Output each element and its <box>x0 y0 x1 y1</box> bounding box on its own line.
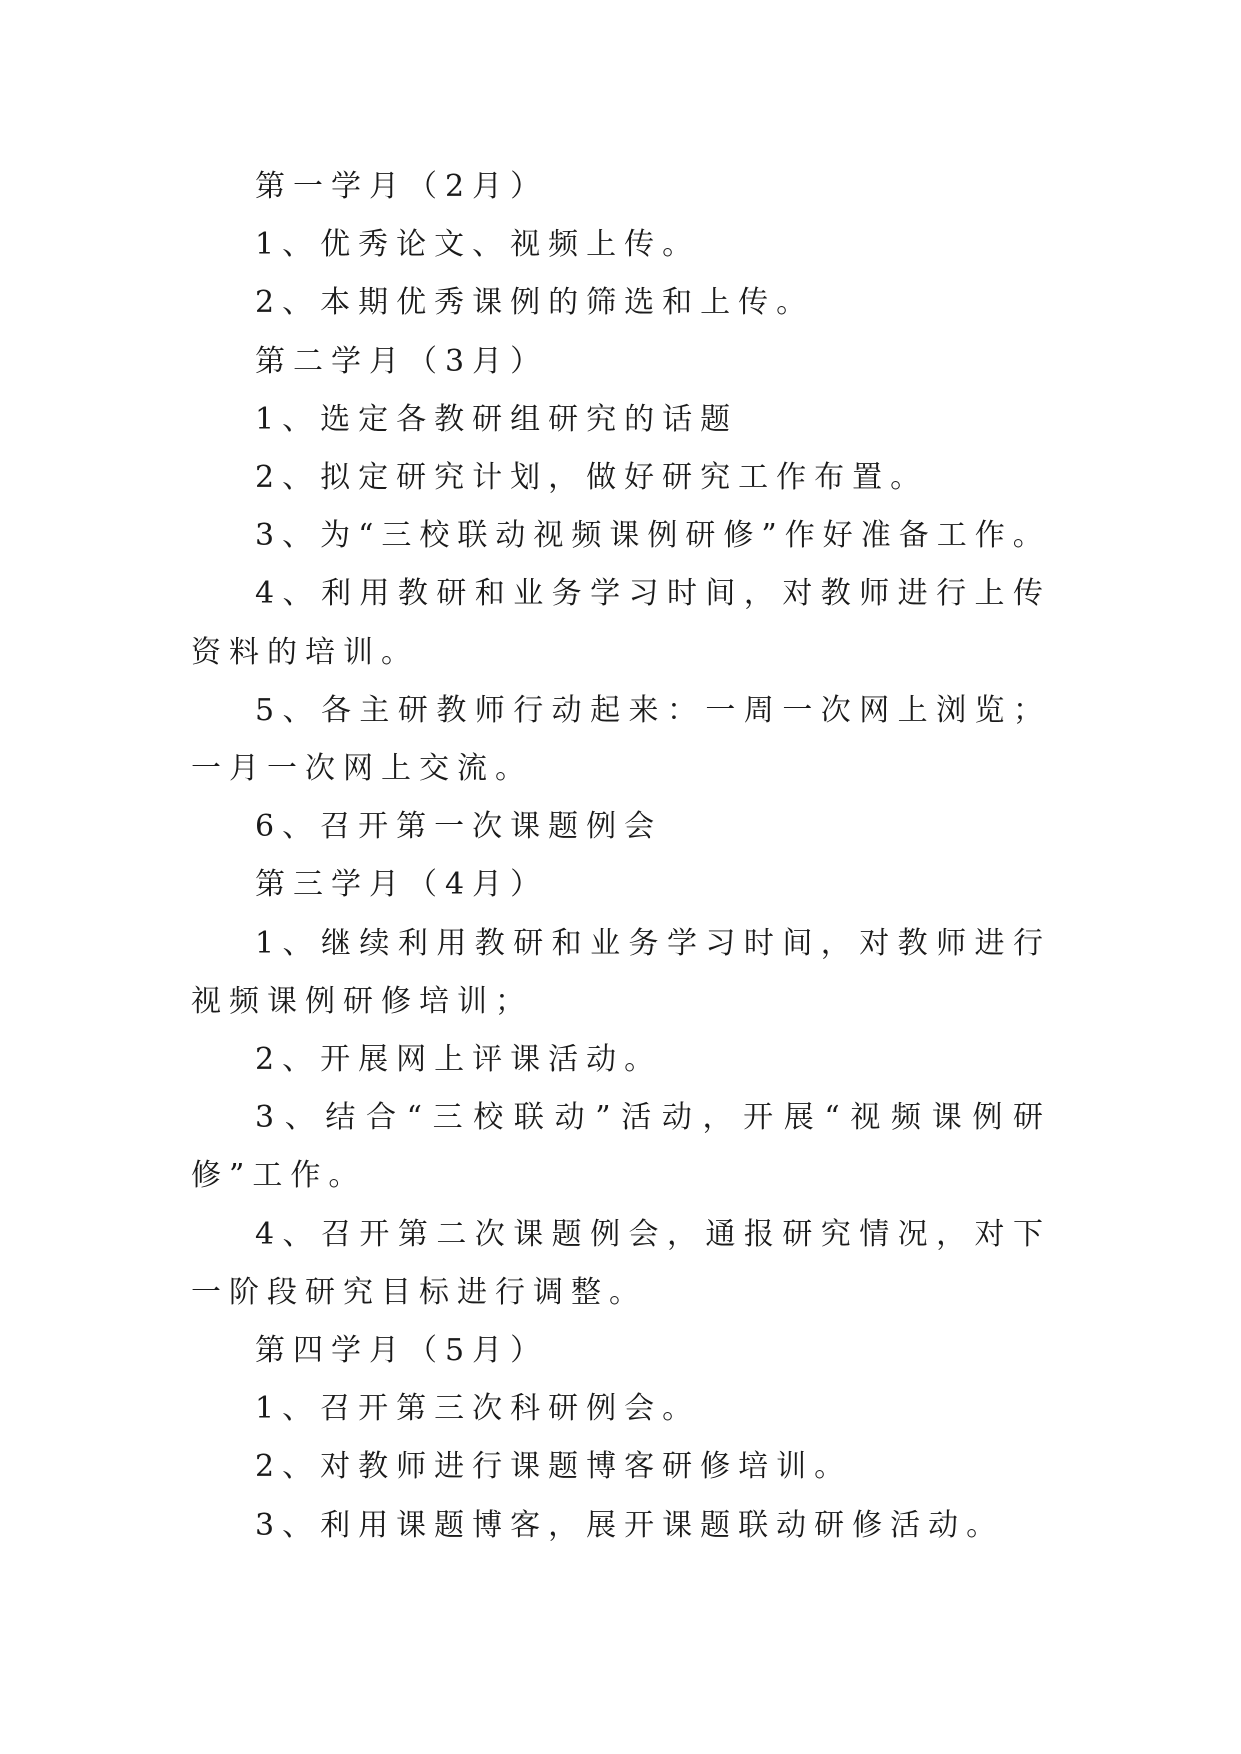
plan-item: 1、优秀论文、视频上传。 <box>255 227 701 263</box>
month-heading: 第二学月（3月） <box>255 343 549 379</box>
plan-item: 4、召开第二次课题例会，通报研究情况，对下一阶段研究目标进行调整。 <box>191 1216 1051 1310</box>
plan-item: 3、利用课题博客，展开课题联动研修活动。 <box>255 1507 1005 1543</box>
plan-item: 2、拟定研究计划，做好研究工作布置。 <box>255 460 929 496</box>
plan-item: 3、结合“三校联动”活动，开展“视频课例研修”工作。 <box>191 1100 1051 1194</box>
month-heading: 第一学月（2月） <box>255 169 549 204</box>
month-heading: 第四学月（5月） <box>255 1333 549 1369</box>
plan-item: 2、本期优秀课例的筛选和上传。 <box>255 285 815 321</box>
plan-item: 3、为“三校联动视频课例研修”作好准备工作。 <box>255 518 1051 554</box>
plan-item: 1、继续利用教研和业务学习时间，对教师进行视频课例研修培训； <box>191 925 1051 1019</box>
plan-item: 2、对教师进行课题博客研修培训。 <box>255 1449 853 1485</box>
plan-item: 1、召开第三次科研例会。 <box>255 1391 701 1427</box>
month-heading: 第三学月（4月） <box>255 867 549 903</box>
document-body <box>191 158 1051 1555</box>
plan-item: 6、召开第一次课题例会 <box>255 809 663 845</box>
plan-item: 2、开展网上评课活动。 <box>255 1042 663 1078</box>
plan-item: 5、各主研教师行动起来：一周一次网上浏览；一月一次网上交流。 <box>191 692 1051 787</box>
plan-item: 4、利用教研和业务学习时间，对教师进行上传资料的培训。 <box>191 576 1051 670</box>
plan-item: 1、选定各教研组研究的话题 <box>255 401 739 437</box>
